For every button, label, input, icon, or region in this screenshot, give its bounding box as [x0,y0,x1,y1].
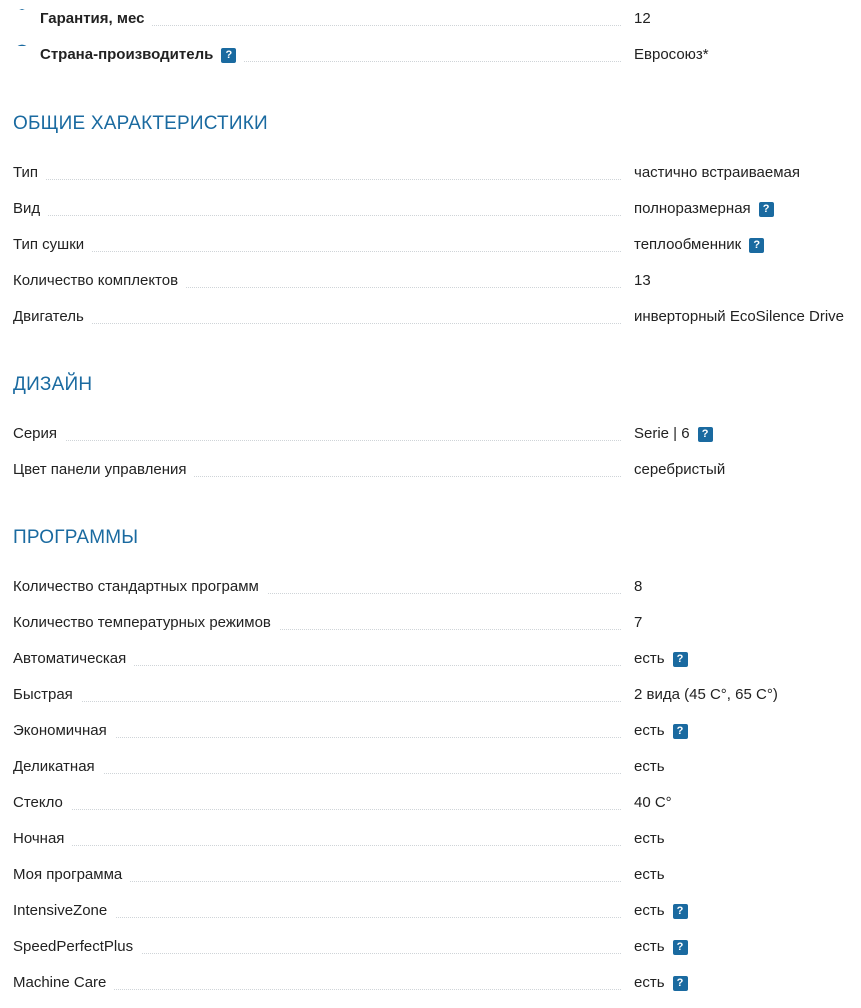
spec-value: есть ? [634,722,688,739]
spec-value: частично встраиваемая [634,164,801,181]
spec-value: есть ? [634,902,688,919]
spec-label: Быстрая [13,686,81,703]
spec-value: есть [634,830,665,847]
spec-value: 40 С° [634,794,672,811]
spec-label: IntensiveZone [13,902,115,919]
help-icon[interactable]: ? [673,940,688,955]
row-leader-dots [13,251,621,252]
spec-value: есть [634,758,665,775]
spec-row [13,864,861,888]
spec-label: Тип сушки [13,236,92,253]
help-icon[interactable]: ? [749,238,764,253]
row-leader-dots [13,773,621,774]
spec-label: Серия [13,425,65,442]
spec-value: есть ? [634,974,688,991]
spec-label: Стекло [13,794,71,811]
spec-row [13,720,861,744]
spec-value: 7 [634,614,643,631]
help-icon[interactable]: ? [673,976,688,991]
spec-value: серебристый [634,461,726,478]
spec-row [13,612,861,636]
spec-value: есть [634,866,665,883]
spec-row [13,900,861,924]
spec-label: Двигатель [13,308,92,325]
spec-value: есть ? [634,650,688,667]
row-leader-dots [13,845,621,846]
row-leader-dots [13,179,621,180]
spec-value: инверторный EcoSilence Drive [634,308,845,325]
spec-label: Количество стандартных программ [13,578,267,595]
spec-value: Евросоюз* [634,46,709,63]
spec-value: 13 [634,272,651,289]
row-leader-dots [13,440,621,441]
spec-label: Моя программа [13,866,130,883]
spec-row [13,306,861,330]
help-icon[interactable]: ? [221,48,236,63]
help-icon[interactable]: ? [673,904,688,919]
spec-row [13,234,861,258]
help-icon[interactable]: ? [759,202,774,217]
spec-label: Количество температурных режимов [13,614,279,631]
help-icon[interactable]: ? [673,724,688,739]
spec-value: теплообменник ? [634,236,764,253]
spec-value: 2 вида (45 С°, 65 С°) [634,686,778,703]
spec-row [13,936,861,960]
row-leader-dots [13,215,621,216]
spec-row-warranty [13,8,861,32]
spec-value: Serie | 6 ? [634,425,713,442]
spec-row [13,576,861,600]
spec-row-country [13,44,861,68]
spec-value: полноразмерная ? [634,200,774,217]
spec-row [13,792,861,816]
spec-row [13,198,861,222]
section-title-design: ДИЗАЙН [13,374,93,395]
spec-label: Деликатная [13,758,103,775]
spec-row [13,648,861,672]
spec-label: Вид [13,200,48,217]
spec-label: Автоматическая [13,650,134,667]
spec-row [13,423,861,447]
spec-row [13,270,861,294]
spec-value: 8 [634,578,643,595]
spec-row [13,756,861,780]
spec-label: Machine Care [13,974,114,991]
spec-row [13,162,861,186]
spec-label: Цвет панели управления [13,461,194,478]
section-title-general: ОБЩИЕ ХАРАКТЕРИСТИКИ [13,113,268,134]
spec-label: Гарантия, мес [13,10,152,27]
spec-label: SpeedPerfectPlus [13,938,141,955]
spec-value: есть ? [634,938,688,955]
spec-row [13,459,861,483]
spec-value: 12 [634,10,651,27]
spec-label: Экономичная [13,722,115,739]
spec-label: Количество комплектов [13,272,186,289]
row-leader-dots [13,809,621,810]
spec-row [13,972,861,996]
spec-label: Тип [13,164,46,181]
row-leader-dots [13,323,621,324]
row-leader-dots [13,701,621,702]
help-icon[interactable]: ? [698,427,713,442]
help-icon[interactable]: ? [673,652,688,667]
spec-label: Страна-производитель ? [13,46,244,63]
spec-row [13,684,861,708]
spec-row [13,828,861,852]
spec-label: Ночная [13,830,72,847]
section-title-programs: ПРОГРАММЫ [13,527,139,548]
